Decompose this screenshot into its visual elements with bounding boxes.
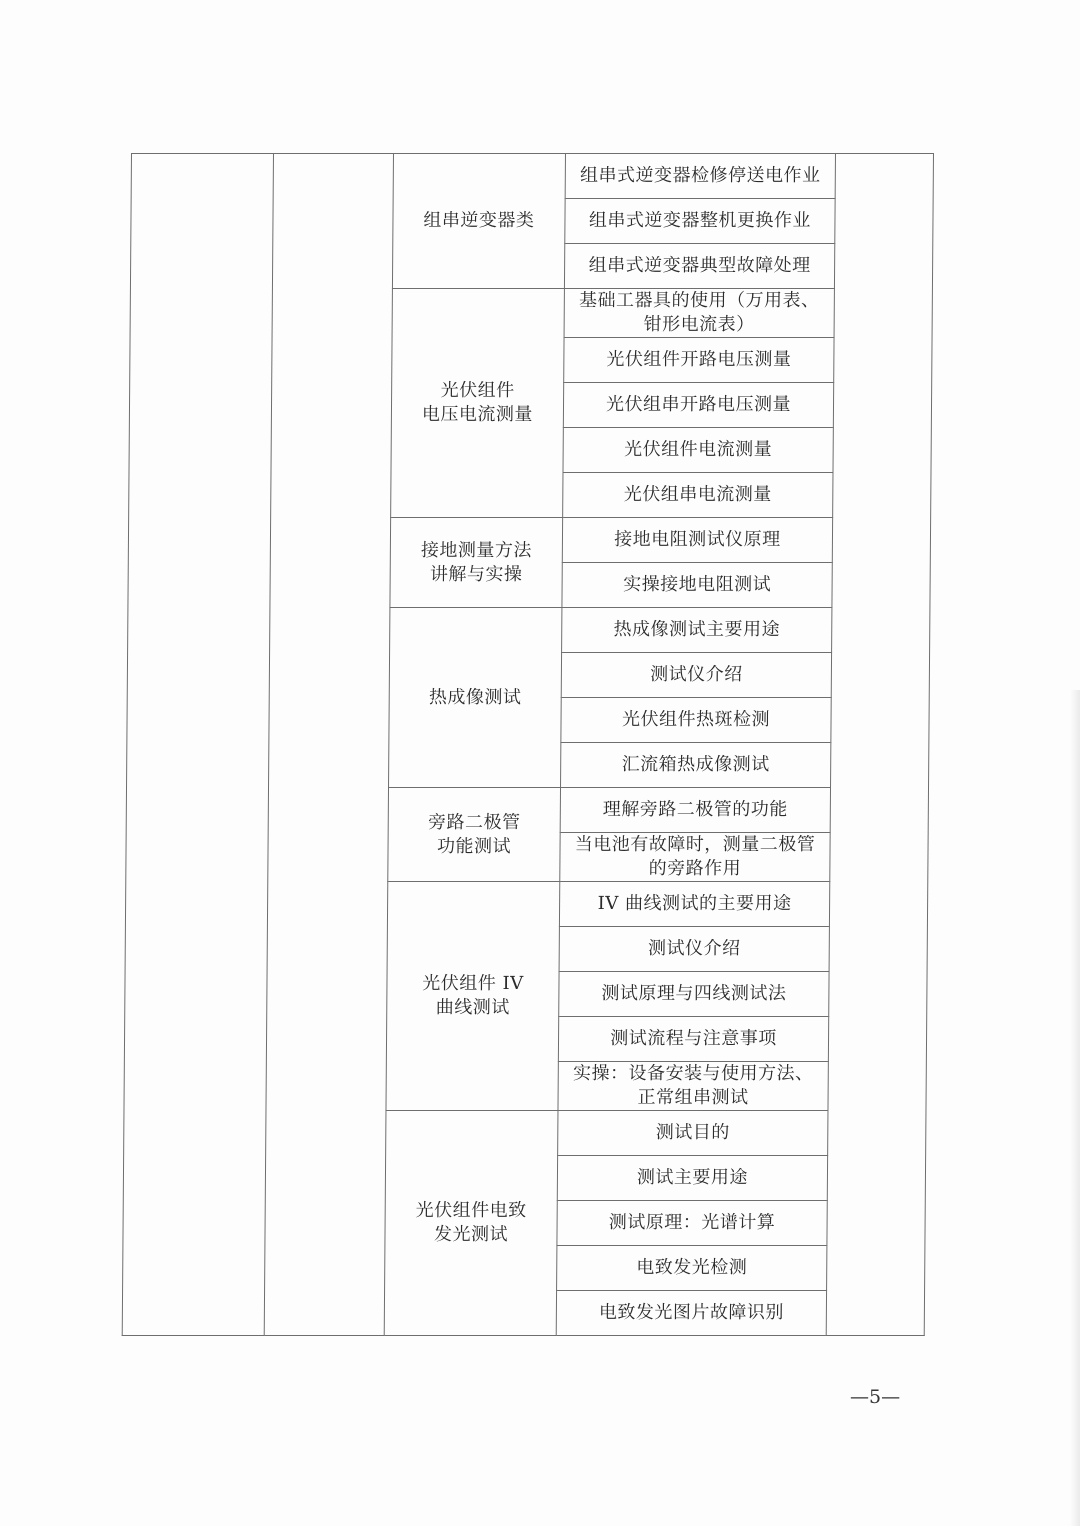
category-cell: 光伏组件电致 发光测试 — [384, 1111, 558, 1336]
item-cell: 基础工器具的使用（万用表、 钳形电流表） — [564, 289, 834, 338]
empty-cell-col-1 — [122, 154, 273, 1336]
item-cell: 热成像测试主要用途 — [562, 608, 832, 653]
item-cell: 光伏组串电流测量 — [563, 473, 833, 518]
training-content-table — [122, 153, 934, 1336]
item-cell: 组串式逆变器检修停送电作业 — [565, 154, 835, 199]
item-cell: 组串式逆变器典型故障处理 — [564, 244, 834, 289]
item-cell: 当电池有故障时，测量二极管 的旁路作用 — [560, 833, 830, 882]
item-cell: 测试原理：光谱计算 — [557, 1201, 827, 1246]
item-cell: 测试仪介绍 — [561, 653, 831, 698]
item-cell: 光伏组串开路电压测量 — [563, 383, 833, 428]
item-cell: 光伏组件热斑检测 — [561, 698, 831, 743]
item-cell: 汇流箱热成像测试 — [561, 743, 831, 788]
empty-cell-col-2 — [264, 154, 393, 1336]
scan-edge-shadow — [1070, 690, 1080, 1526]
item-cell: 测试目的 — [558, 1111, 828, 1156]
item-cell: 测试主要用途 — [557, 1156, 827, 1201]
category-cell: 光伏组件 电压电流测量 — [391, 289, 565, 518]
category-cell: 热成像测试 — [389, 608, 562, 788]
item-cell: 光伏组件开路电压测量 — [564, 338, 834, 383]
category-cell: 组串逆变器类 — [392, 154, 565, 289]
item-cell: 电致发光检测 — [557, 1246, 827, 1291]
item-cell: 测试仪介绍 — [559, 927, 829, 972]
page-number: —5— — [850, 1386, 901, 1408]
category-cell: 接地测量方法 讲解与实操 — [390, 518, 563, 608]
category-cell: 光伏组件 IV 曲线测试 — [386, 882, 560, 1111]
item-cell: 测试原理与四线测试法 — [559, 972, 829, 1017]
item-cell: 测试流程与注意事项 — [558, 1017, 828, 1062]
item-cell: 组串式逆变器整机更换作业 — [565, 199, 835, 244]
item-cell: 实操接地电阻测试 — [562, 563, 832, 608]
item-cell: 电致发光图片故障识别 — [556, 1291, 826, 1336]
empty-cell-col-5 — [826, 154, 933, 1336]
item-cell: 光伏组件电流测量 — [563, 428, 833, 473]
item-cell: 实操：设备安装与使用方法、 正常组串测试 — [558, 1062, 828, 1111]
table-row — [131, 154, 933, 199]
category-cell: 旁路二极管 功能测试 — [388, 788, 561, 882]
item-cell: 理解旁路二极管的功能 — [560, 788, 830, 833]
item-cell: 接地电阻测试仪原理 — [562, 518, 832, 563]
item-cell: IV 曲线测试的主要用途 — [559, 882, 829, 927]
